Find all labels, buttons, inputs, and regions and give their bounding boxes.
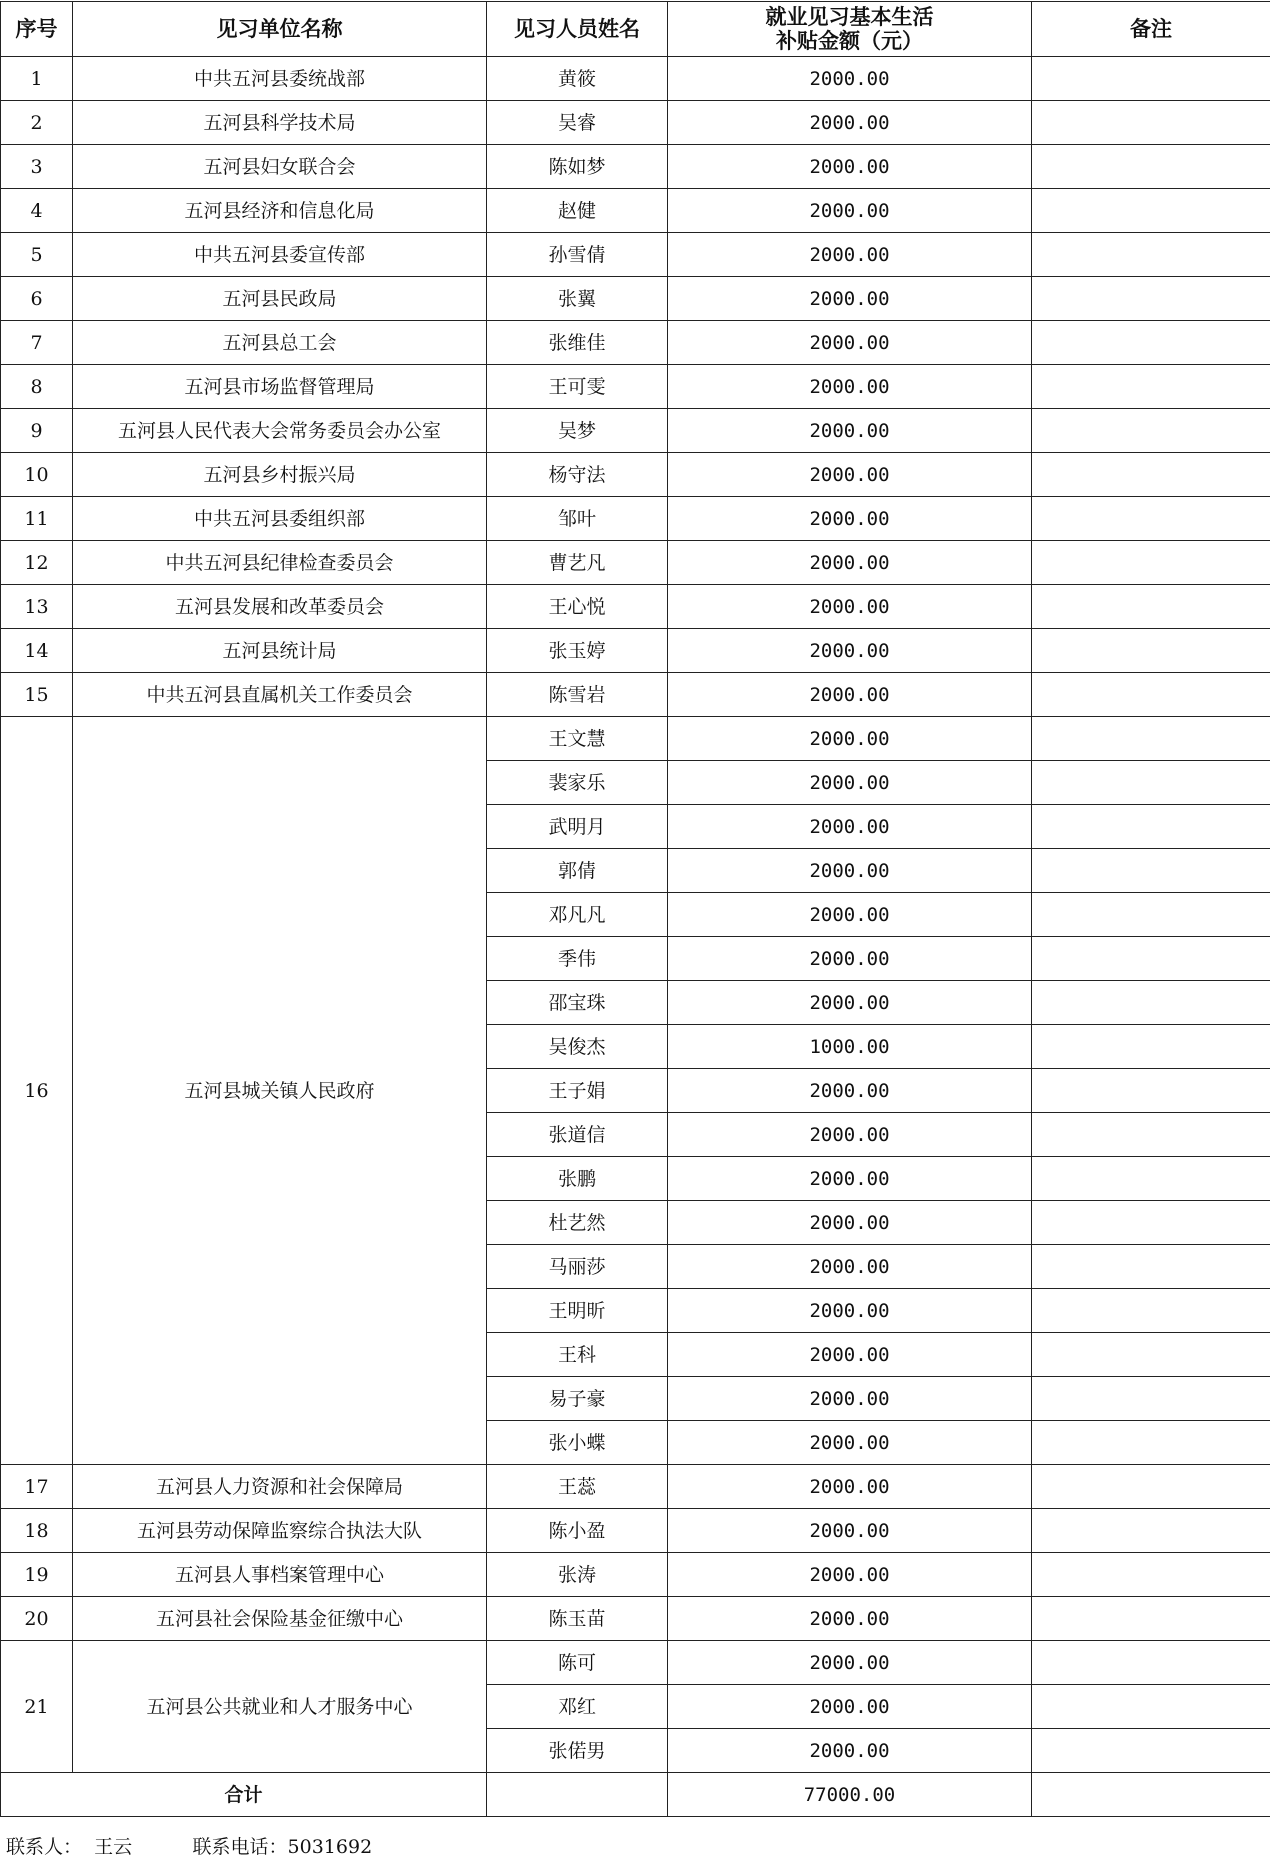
trainee-name-cell: 张玉婷 <box>487 629 668 673</box>
trainee-name-cell: 张鹏 <box>487 1157 668 1201</box>
unit-cell: 中共五河县委组织部 <box>73 497 487 541</box>
trainee-name-cell: 陈玉苗 <box>487 1597 668 1641</box>
seq-cell: 17 <box>1 1465 73 1509</box>
amount-cell: 2000.00 <box>668 1729 1032 1773</box>
amount-cell: 2000.00 <box>668 1069 1032 1113</box>
unit-cell: 五河县民政局 <box>73 277 487 321</box>
seq-cell: 7 <box>1 321 73 365</box>
table-row <box>1 321 1270 365</box>
remark-cell <box>1032 101 1270 145</box>
header-name: 见习人员姓名 <box>487 2 668 57</box>
remark-cell <box>1032 1685 1270 1729</box>
table-row <box>1 497 1270 541</box>
unit-cell: 中共五河县委宣传部 <box>73 233 487 277</box>
trainee-name-cell: 黄筱 <box>487 57 668 101</box>
remark-cell <box>1032 145 1270 189</box>
seq-cell: 19 <box>1 1553 73 1597</box>
total-amount: 77000.00 <box>668 1773 1032 1817</box>
trainee-name-cell: 邓红 <box>487 1685 668 1729</box>
amount-cell: 2000.00 <box>668 541 1032 585</box>
table-row <box>1 145 1270 189</box>
remark-cell <box>1032 1025 1270 1069</box>
unit-cell: 五河县总工会 <box>73 321 487 365</box>
table-row <box>1 409 1270 453</box>
remark-cell <box>1032 893 1270 937</box>
unit-cell: 五河县发展和改革委员会 <box>73 585 487 629</box>
unit-cell: 五河县社会保险基金征缴中心 <box>73 1597 487 1641</box>
remark-cell <box>1032 761 1270 805</box>
trainee-name-cell: 王蕊 <box>487 1465 668 1509</box>
trainee-name-cell: 曹艺凡 <box>487 541 668 585</box>
table-body <box>1 57 1270 1773</box>
amount-cell: 2000.00 <box>668 1421 1032 1465</box>
amount-cell: 2000.00 <box>668 1465 1032 1509</box>
table-row <box>1 585 1270 629</box>
remark-cell <box>1032 321 1270 365</box>
amount-cell: 2000.00 <box>668 1553 1032 1597</box>
header-remark: 备注 <box>1032 2 1270 57</box>
amount-cell: 2000.00 <box>668 673 1032 717</box>
trainee-name-cell: 陈小盈 <box>487 1509 668 1553</box>
unit-cell: 五河县城关镇人民政府 <box>73 717 487 1465</box>
seq-cell: 4 <box>1 189 73 233</box>
table-header <box>1 2 1270 57</box>
remark-cell <box>1032 277 1270 321</box>
remark-cell <box>1032 1069 1270 1113</box>
amount-cell: 2000.00 <box>668 585 1032 629</box>
amount-cell: 2000.00 <box>668 1333 1032 1377</box>
table-row <box>1 453 1270 497</box>
table-row <box>1 673 1270 717</box>
trainee-name-cell: 郭倩 <box>487 849 668 893</box>
amount-cell: 2000.00 <box>668 189 1032 233</box>
seq-cell: 15 <box>1 673 73 717</box>
remark-cell <box>1032 1113 1270 1157</box>
remark-cell <box>1032 1421 1270 1465</box>
remark-cell <box>1032 717 1270 761</box>
remark-cell <box>1032 409 1270 453</box>
trainee-name-cell: 杜艺然 <box>487 1201 668 1245</box>
remark-cell <box>1032 1245 1270 1289</box>
unit-cell: 五河县科学技术局 <box>73 101 487 145</box>
trainee-name-cell: 赵健 <box>487 189 668 233</box>
header-amount <box>668 2 1032 57</box>
trainee-name-cell: 吴俊杰 <box>487 1025 668 1069</box>
trainee-name-cell: 杨守法 <box>487 453 668 497</box>
unit-cell: 五河县市场监督管理局 <box>73 365 487 409</box>
remark-cell <box>1032 1509 1270 1553</box>
amount-cell: 2000.00 <box>668 497 1032 541</box>
table-row <box>1 101 1270 145</box>
trainee-name-cell: 吴睿 <box>487 101 668 145</box>
amount-cell: 2000.00 <box>668 233 1032 277</box>
trainee-name-cell: 易子豪 <box>487 1377 668 1421</box>
remark-cell <box>1032 1597 1270 1641</box>
unit-cell: 中共五河县纪律检查委员会 <box>73 541 487 585</box>
amount-cell: 2000.00 <box>668 805 1032 849</box>
total-label: 合计 <box>1 1773 487 1817</box>
table-row <box>1 277 1270 321</box>
unit-cell: 中共五河县委统战部 <box>73 57 487 101</box>
trainee-name-cell: 邹叶 <box>487 497 668 541</box>
seq-cell: 11 <box>1 497 73 541</box>
amount-cell: 2000.00 <box>668 849 1032 893</box>
remark-cell <box>1032 1377 1270 1421</box>
total-remark-cell <box>1032 1773 1270 1817</box>
amount-cell: 2000.00 <box>668 1157 1032 1201</box>
trainee-name-cell: 武明月 <box>487 805 668 849</box>
table-row <box>1 717 1270 761</box>
seq-cell: 3 <box>1 145 73 189</box>
trainee-name-cell: 裴家乐 <box>487 761 668 805</box>
seq-cell: 14 <box>1 629 73 673</box>
table-row <box>1 57 1270 101</box>
phone-number: 5031692 <box>287 1836 373 1858</box>
amount-cell: 2000.00 <box>668 1113 1032 1157</box>
trainee-name-cell: 王文慧 <box>487 717 668 761</box>
remark-cell <box>1032 453 1270 497</box>
seq-cell: 9 <box>1 409 73 453</box>
amount-cell: 2000.00 <box>668 1245 1032 1289</box>
remark-cell <box>1032 365 1270 409</box>
remark-cell <box>1032 805 1270 849</box>
amount-cell: 2000.00 <box>668 277 1032 321</box>
amount-cell: 2000.00 <box>668 145 1032 189</box>
amount-cell: 2000.00 <box>668 1377 1032 1421</box>
trainee-name-cell: 孙雪倩 <box>487 233 668 277</box>
total-name-cell <box>487 1773 668 1817</box>
amount-cell: 2000.00 <box>668 1641 1032 1685</box>
remark-cell <box>1032 1465 1270 1509</box>
trainee-name-cell: 张翼 <box>487 277 668 321</box>
unit-cell: 五河县妇女联合会 <box>73 145 487 189</box>
amount-cell: 2000.00 <box>668 1289 1032 1333</box>
remark-cell <box>1032 233 1270 277</box>
remark-cell <box>1032 1157 1270 1201</box>
amount-cell: 2000.00 <box>668 1509 1032 1553</box>
table-row <box>1 365 1270 409</box>
seq-cell: 1 <box>1 57 73 101</box>
trainee-name-cell: 王明昕 <box>487 1289 668 1333</box>
unit-cell: 五河县经济和信息化局 <box>73 189 487 233</box>
remark-cell <box>1032 497 1270 541</box>
trainee-name-cell: 陈如梦 <box>487 145 668 189</box>
amount-cell: 2000.00 <box>668 57 1032 101</box>
unit-cell: 五河县统计局 <box>73 629 487 673</box>
amount-cell: 2000.00 <box>668 1597 1032 1641</box>
amount-cell: 2000.00 <box>668 321 1032 365</box>
trainee-name-cell: 王子娟 <box>487 1069 668 1113</box>
seq-cell: 21 <box>1 1641 73 1773</box>
remark-cell <box>1032 629 1270 673</box>
header-row <box>1 2 1270 57</box>
unit-cell: 五河县乡村振兴局 <box>73 453 487 497</box>
trainee-name-cell: 张小蝶 <box>487 1421 668 1465</box>
trainee-name-cell: 张偌男 <box>487 1729 668 1773</box>
header-unit: 见习单位名称 <box>73 2 487 57</box>
seq-cell: 13 <box>1 585 73 629</box>
unit-cell: 五河县人事档案管理中心 <box>73 1553 487 1597</box>
remark-cell <box>1032 189 1270 233</box>
remark-cell <box>1032 57 1270 101</box>
trainee-name-cell: 王科 <box>487 1333 668 1377</box>
seq-cell: 6 <box>1 277 73 321</box>
trainee-name-cell: 王心悦 <box>487 585 668 629</box>
subsidy-table <box>0 1 1270 1817</box>
unit-cell: 五河县人力资源和社会保障局 <box>73 1465 487 1509</box>
contact-footer <box>6 1832 372 1859</box>
seq-cell: 12 <box>1 541 73 585</box>
table-row <box>1 1465 1270 1509</box>
header-amount-line2: 补贴金额（元） <box>776 28 923 53</box>
amount-cell: 1000.00 <box>668 1025 1032 1069</box>
amount-cell: 2000.00 <box>668 717 1032 761</box>
trainee-name-cell: 张涛 <box>487 1553 668 1597</box>
amount-cell: 2000.00 <box>668 937 1032 981</box>
seq-cell: 5 <box>1 233 73 277</box>
amount-cell: 2000.00 <box>668 1685 1032 1729</box>
unit-cell: 中共五河县直属机关工作委员会 <box>73 673 487 717</box>
remark-cell <box>1032 1729 1270 1773</box>
unit-cell: 五河县人民代表大会常务委员会办公室 <box>73 409 487 453</box>
amount-cell: 2000.00 <box>668 101 1032 145</box>
remark-cell <box>1032 541 1270 585</box>
trainee-name-cell: 邵宝珠 <box>487 981 668 1025</box>
seq-cell: 16 <box>1 717 73 1465</box>
seq-cell: 10 <box>1 453 73 497</box>
amount-cell: 2000.00 <box>668 365 1032 409</box>
table-row <box>1 189 1270 233</box>
table-row <box>1 233 1270 277</box>
amount-cell: 2000.00 <box>668 893 1032 937</box>
total-row <box>1 1773 1270 1817</box>
remark-cell <box>1032 1641 1270 1685</box>
trainee-name-cell: 王可雯 <box>487 365 668 409</box>
remark-cell <box>1032 673 1270 717</box>
trainee-name-cell: 陈雪岩 <box>487 673 668 717</box>
amount-cell: 2000.00 <box>668 453 1032 497</box>
remark-cell <box>1032 937 1270 981</box>
seq-cell: 8 <box>1 365 73 409</box>
seq-cell: 20 <box>1 1597 73 1641</box>
contact-label: 联系人： <box>6 1836 83 1858</box>
table-row <box>1 1641 1270 1685</box>
remark-cell <box>1032 849 1270 893</box>
remark-cell <box>1032 1553 1270 1597</box>
unit-cell: 五河县公共就业和人才服务中心 <box>73 1641 487 1773</box>
remark-cell <box>1032 585 1270 629</box>
unit-cell: 五河县劳动保障监察综合执法大队 <box>73 1509 487 1553</box>
trainee-name-cell: 张道信 <box>487 1113 668 1157</box>
header-amount-line1: 就业见习基本生活 <box>765 4 934 29</box>
trainee-name-cell: 邓凡凡 <box>487 893 668 937</box>
phone-label: 联系电话： <box>192 1836 288 1858</box>
table-row <box>1 1509 1270 1553</box>
seq-cell: 2 <box>1 101 73 145</box>
trainee-name-cell: 季伟 <box>487 937 668 981</box>
contact-name: 王云 <box>94 1836 133 1858</box>
amount-cell: 2000.00 <box>668 1201 1032 1245</box>
trainee-name-cell: 张维佳 <box>487 321 668 365</box>
table-row <box>1 1553 1270 1597</box>
amount-cell: 2000.00 <box>668 629 1032 673</box>
trainee-name-cell: 陈可 <box>487 1641 668 1685</box>
trainee-name-cell: 吴梦 <box>487 409 668 453</box>
remark-cell <box>1032 1201 1270 1245</box>
remark-cell <box>1032 1289 1270 1333</box>
table-total <box>1 1773 1270 1817</box>
amount-cell: 2000.00 <box>668 761 1032 805</box>
remark-cell <box>1032 981 1270 1025</box>
remark-cell <box>1032 1333 1270 1377</box>
table-row <box>1 629 1270 673</box>
header-seq: 序号 <box>1 2 73 57</box>
table-row <box>1 541 1270 585</box>
trainee-name-cell: 马丽莎 <box>487 1245 668 1289</box>
table-row <box>1 1597 1270 1641</box>
amount-cell: 2000.00 <box>668 981 1032 1025</box>
amount-cell: 2000.00 <box>668 409 1032 453</box>
seq-cell: 18 <box>1 1509 73 1553</box>
